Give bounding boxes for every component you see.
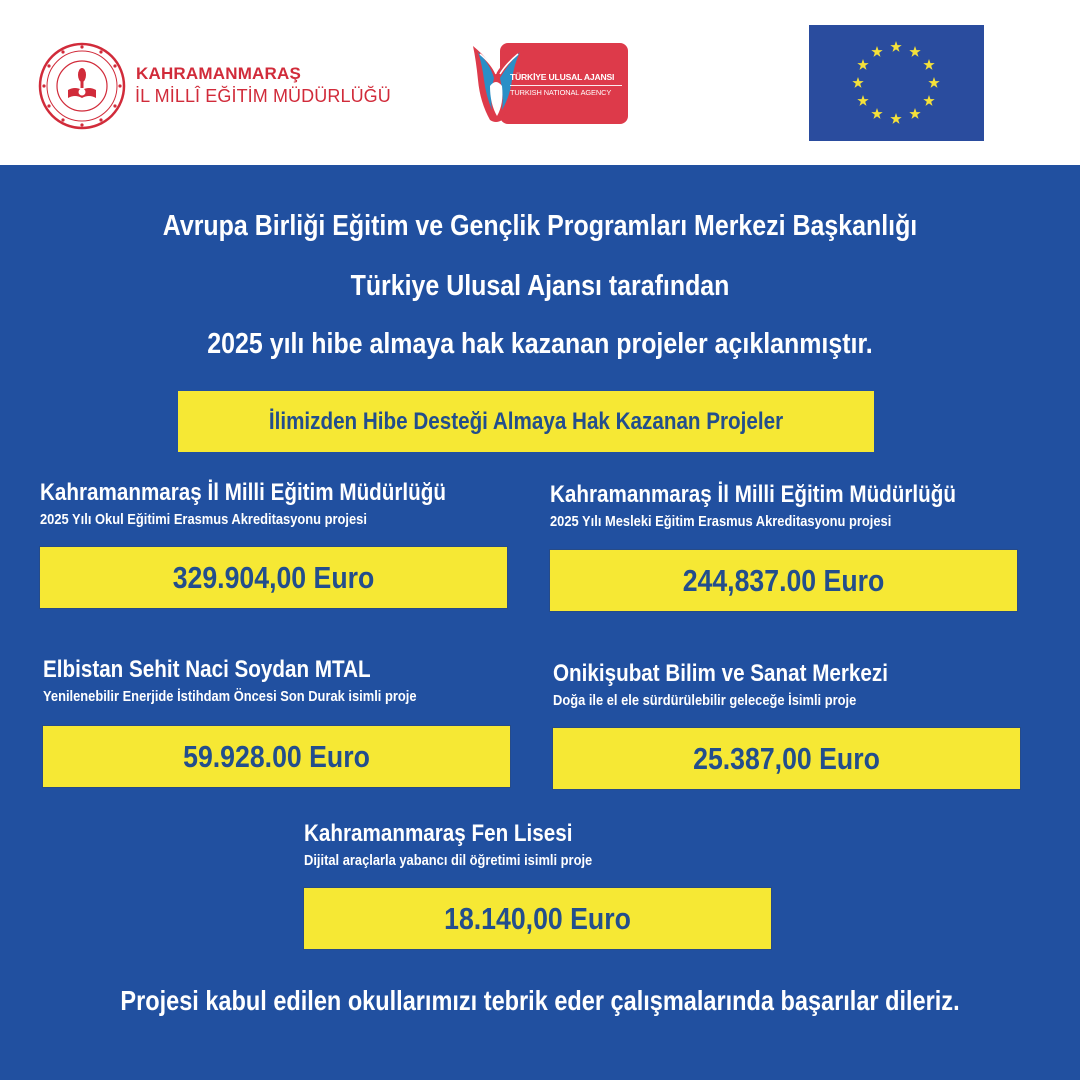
project-amount: 18.140,00 Euro [444,901,631,936]
project-description: Yenilenebilir Enerjide İstihdam Öncesi Son Durak isimli proje [43,688,417,705]
project-description: 2025 Yılı Mesleki Eğitim Erasmus Akreditasyonu projesi [550,513,892,530]
meb-logo [38,42,391,132]
project-description: 2025 Yılı Okul Eğitimi Erasmus Akreditasyonu projesi [40,511,367,528]
project-amount: 329.904,00 Euro [172,560,375,595]
agency-logo-divider [510,85,622,86]
project-institution: Kahramanmaraş İl Milli Eğitim Müdürlüğü [550,481,956,508]
project-amount-box [304,888,771,949]
meb-logo-subtitle: İL MİLLÎ EĞİTİM MÜDÜRLÜĞÜ [135,86,391,106]
project-institution: Elbistan Sehit Naci Soydan MTAL [43,656,371,683]
agency-logo-title: TÜRKİYE ULUSAL AJANSI [510,72,615,82]
project-institution: Kahramanmaraş Fen Lisesi [304,820,573,847]
project-description: Dijital araçlarla yabancı dil öğretimi isimli proje [304,852,593,869]
header [0,0,1080,165]
project-institution: Onikişubat Bilim ve Sanat Merkezi [553,660,888,687]
section-banner-text: İlimizden Hibe Desteği Almaya Hak Kazanan Projeler [268,408,784,435]
project-amount: 244,837.00 Euro [682,563,885,598]
project-amount: 25.387,00 Euro [693,741,880,776]
project-amount-box [553,728,1020,789]
project-amount-box [40,547,507,608]
project-amount-box [43,726,510,787]
turkish-national-agency-logo [470,40,628,126]
project-description: Doğa ile el ele sürdürülebilir geleceğe İsimli proje [553,692,857,709]
headline-line-1: Avrupa Birliği Eğitim ve Gençlik Programları Merkezi Başkanlığı [162,210,918,242]
headline-line-3: 2025 yılı hibe almaya hak kazanan projeler açıklanmıştır. [207,328,873,360]
agency-logo-subtitle: TURKISH NATIONAL AGENCY [510,88,612,97]
congratulations-message: Projesi kabul edilen okullarımızı tebrik eder çalışmalarında başarılar dileriz. [120,985,960,1016]
project-amount: 59.928.00 Euro [183,739,370,774]
headline-line-2: Türkiye Ulusal Ajansı tarafından [350,270,730,302]
eu-flag-icon [809,25,984,141]
meb-seal-icon [38,42,126,130]
project-institution: Kahramanmaraş İl Milli Eğitim Müdürlüğü [40,479,446,506]
meb-logo-title: KAHRAMANMARAŞ [136,64,302,83]
section-banner [178,391,874,452]
project-amount-box [550,550,1017,611]
tulip-icon [470,40,528,126]
